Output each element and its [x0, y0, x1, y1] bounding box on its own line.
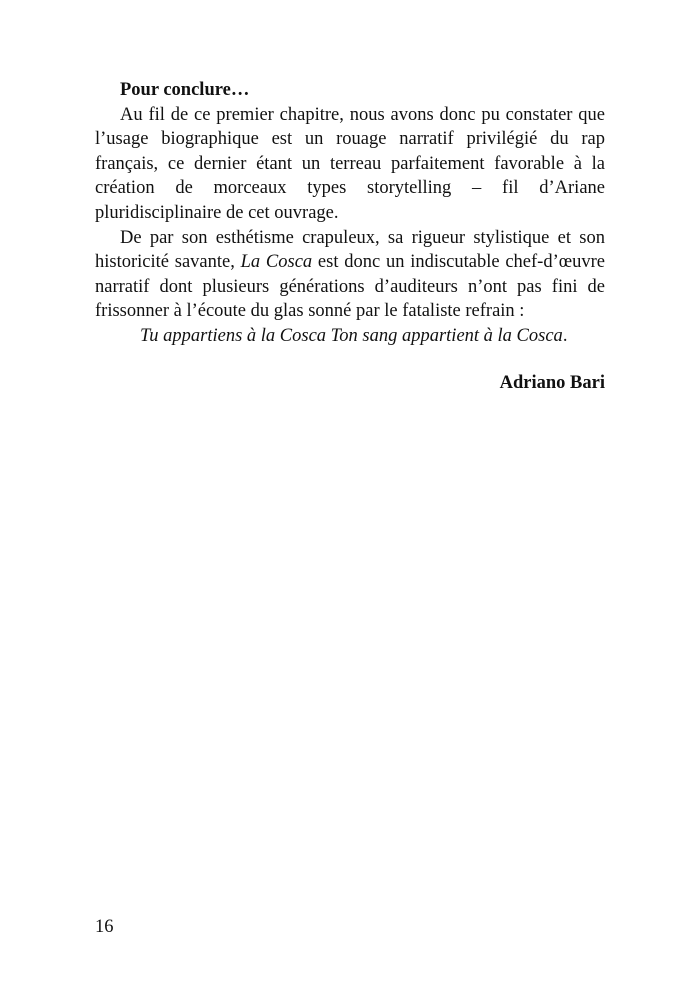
paragraph-2 [95, 226, 605, 324]
author-signature: Adriano Bari [499, 372, 605, 393]
paragraph-1: Au fil de ce premier chapitre, nous avons donc pu constater que l’usage biographique est un rouage narratif privilégié du rap français, ce dernier étant un terreau parfaitement favorable à la création de morceaux types storytelling – fil d’Ariane pluridisciplinaire de cet ouvrage. [95, 104, 605, 223]
page-body [95, 78, 605, 395]
paragraph-2-text-end: est donc un indiscutable chef-d’œuvre narratif dont plusieurs générations d’auditeurs n’ont pas fini de frissonner à l’écoute du glas sonné par le fataliste refrain : [95, 252, 605, 322]
page-number: 16 [95, 917, 114, 937]
refrain-text: Tu appartiens à la Cosca Ton sang appartient à la Cosca [140, 325, 563, 346]
section-heading: Pour conclure… [120, 80, 250, 100]
song-title: La Cosca [240, 252, 313, 273]
paragraph-2-text-start: De par son esthétisme crapuleux, sa rigueur stylistique et son historicité savante, [95, 227, 605, 273]
refrain-quote [95, 324, 605, 349]
refrain-period: . [562, 325, 568, 346]
